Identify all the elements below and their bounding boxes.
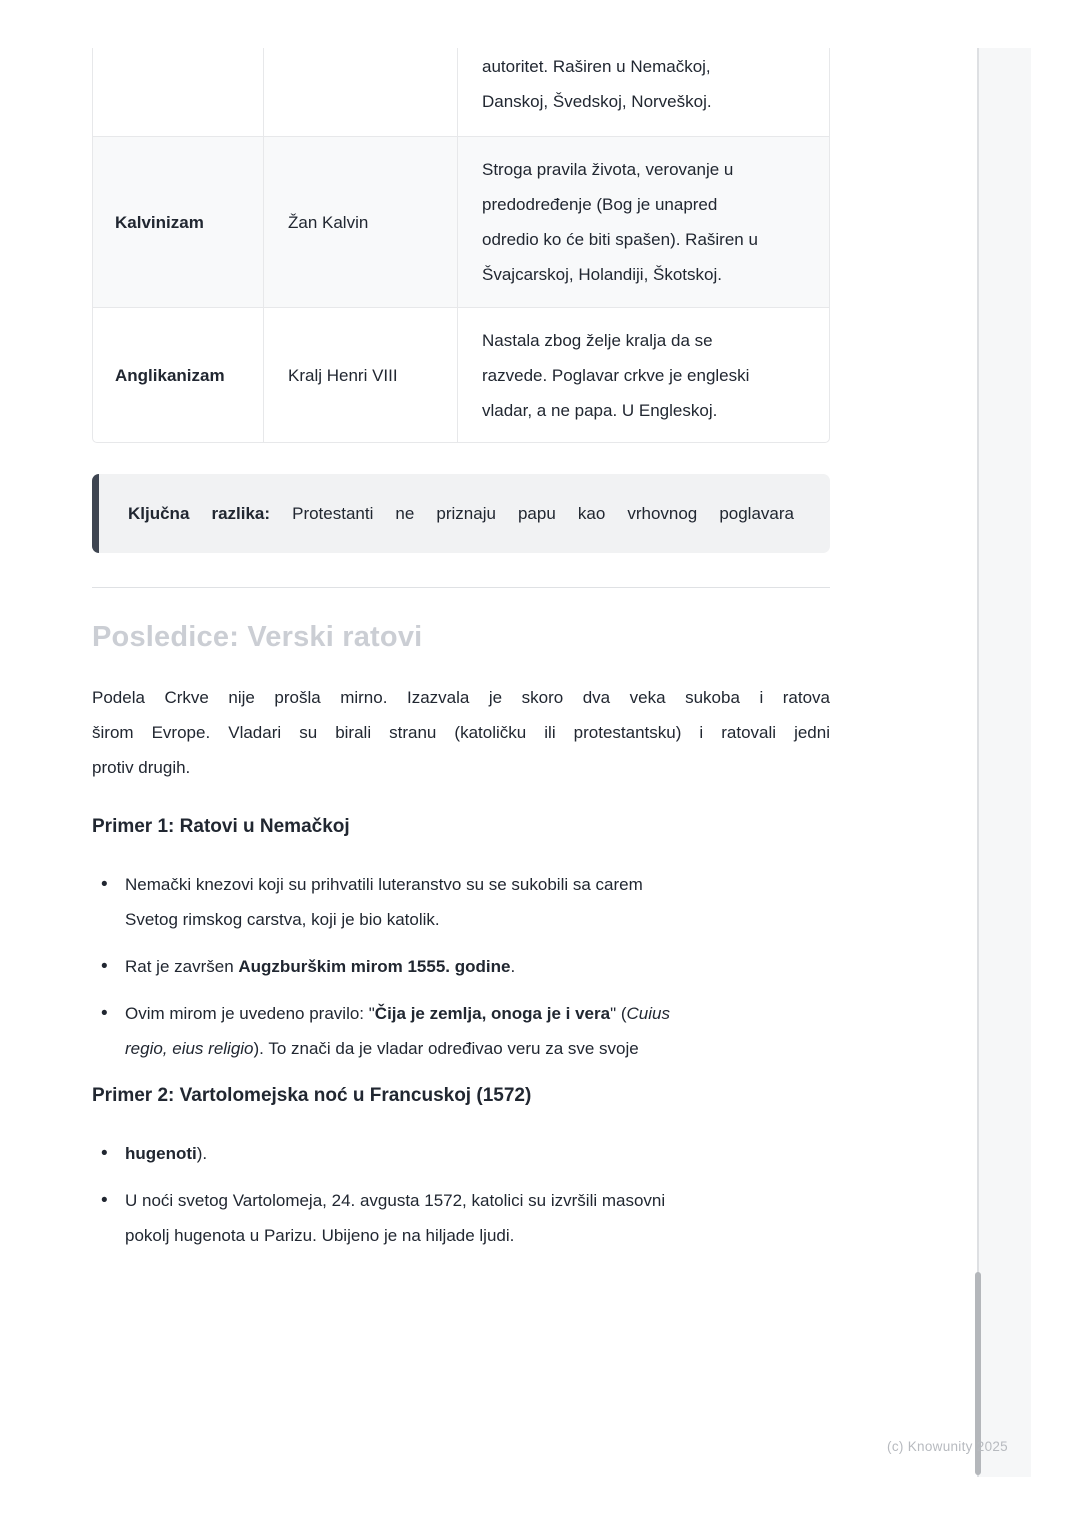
- cell-founder: [264, 308, 458, 442]
- footer-copyright: (c) Knowunity 2025: [887, 1439, 1008, 1454]
- bullet-text: • Nemački knezovi koji su prihvatili luteranstvo su se sukobili sa carem Svetog rimskog carstva, koji je bio katolik.: [125, 875, 643, 929]
- bullet-text: • hugenoti).: [125, 1144, 208, 1163]
- table-row-continued: [93, 48, 829, 136]
- cell-description: Nastala zbog želje kralja da se razvede. Poglavar crkve je engleski vladar, a ne papa. U Engleskoj.: [482, 330, 750, 420]
- cell-description: autoritet. Raširen u Nemačkoj, Danskoj, Švedskoj, Norveškoj.: [482, 57, 712, 111]
- section-divider: [92, 587, 830, 588]
- bullet-item: [92, 1136, 830, 1171]
- primer-1-heading: Primer 1: Ratovi u Nemačkoj: [92, 816, 350, 837]
- cell-name: [93, 48, 264, 136]
- page-side-gutter: [977, 48, 1031, 1477]
- cell-name: [93, 308, 264, 442]
- notes-page: [92, 48, 830, 1265]
- row-name: Kalvinizam: [115, 212, 204, 232]
- intro-paragraph: Podela Crkve nije prošla mirno. Izazvala je skoro dva veka sukoba i ratova širom Evrope. Vladari su birali stranu (katoličku ili protestantsku) i ratovali jedni protiv drugih.: [92, 688, 830, 777]
- cell-description: Stroga pravila života, verovanje u predodređenje (Bog je unapred odredio ko će biti spašen). Raširen u Švajcarskoj, Holandiji, Škotskoj.: [482, 160, 758, 284]
- row-name: Anglikanizam: [115, 365, 225, 385]
- cell-founder: [264, 137, 458, 307]
- bullet-item: [92, 1183, 830, 1253]
- table-row-anglikanizam: [93, 307, 829, 442]
- callout-text: Ključna razlika: Protestanti ne priznaju papu kao vrhovnog poglavara: [128, 504, 794, 523]
- key-difference-callout: [92, 474, 830, 553]
- reformation-table: [92, 48, 830, 443]
- section-heading: Posledice: Verski ratovi: [92, 621, 423, 653]
- bullet-text: • Rat je završen Augzburškim mirom 1555. godine.: [125, 957, 516, 976]
- bullet-item: [92, 996, 830, 1066]
- primer-1-list: [92, 867, 830, 1066]
- cell-name: [93, 137, 264, 307]
- bullet-text: • Ovim mirom je uvedeno pravilo: "Čija je zemlja, onoga je i vera" (Cuius regio, eius religio). To znači da je vladar određivao veru za sve svoje: [125, 1004, 670, 1058]
- bullet-text: • U noći svetog Vartolomeja, 24. avgusta 1572, katolici su izvršili masovni pokolj hugenota u Parizu. Ubijeno je na hiljade ljudi.: [125, 1191, 666, 1245]
- row-founder: Kralj Henri VIII: [288, 365, 398, 385]
- row-founder: Žan Kalvin: [288, 212, 369, 232]
- bullet-item: [92, 867, 830, 937]
- primer-2-list: [92, 1136, 830, 1253]
- cell-founder: [264, 48, 458, 136]
- primer-2-heading: Primer 2: Vartolomejska noć u Francuskoj (1572): [92, 1085, 532, 1106]
- bullet-item: [92, 949, 830, 984]
- table-row-kalvinizam: [93, 136, 829, 307]
